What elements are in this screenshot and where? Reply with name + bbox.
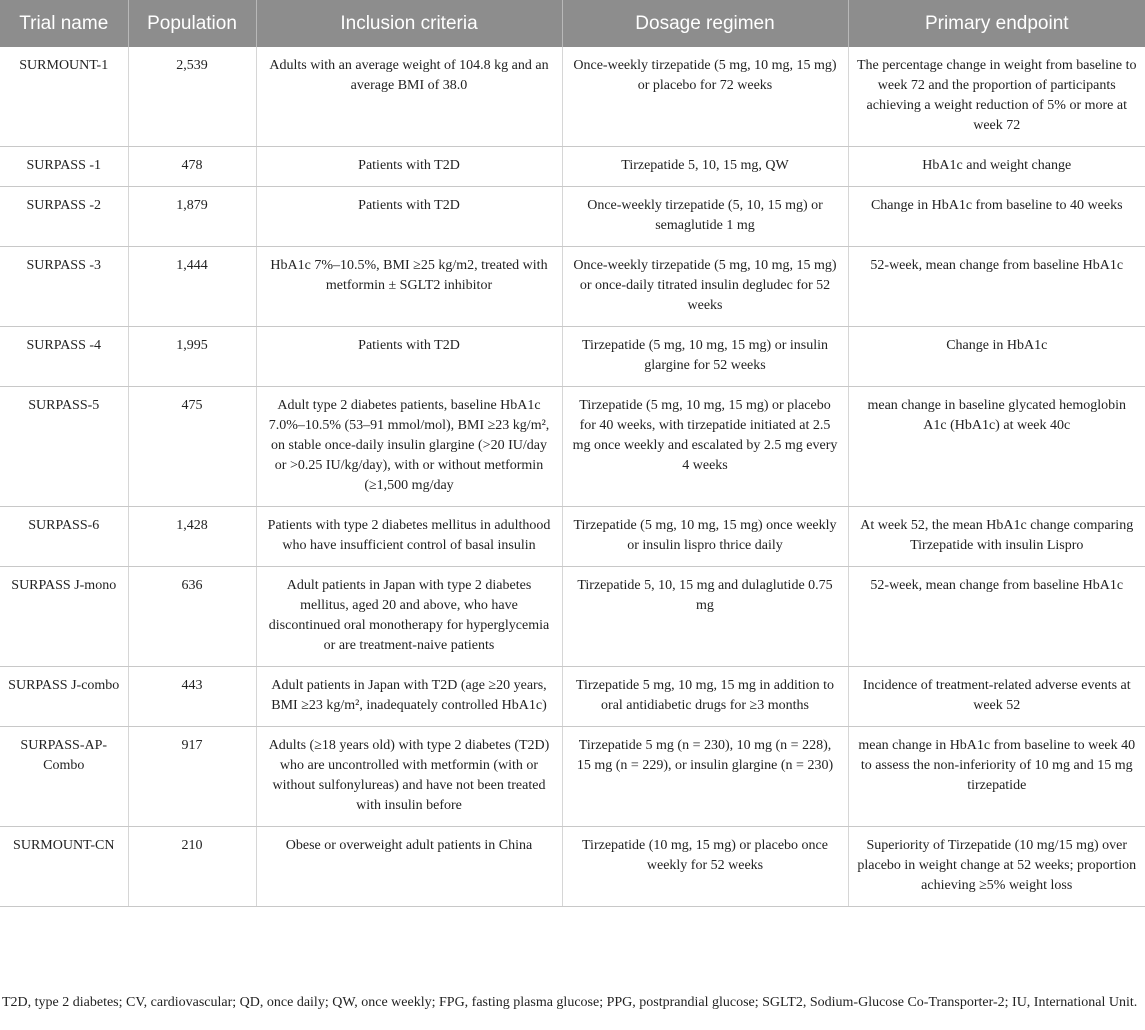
inclusion-criteria-cell: Patients with T2D (256, 187, 562, 247)
trial-name-cell: SURPASS -2 (0, 187, 128, 247)
primary-endpoint-cell: HbA1c and weight change (848, 147, 1145, 187)
population-cell: 1,995 (128, 327, 256, 387)
population-cell: 210 (128, 827, 256, 907)
population-cell: 2,539 (128, 47, 256, 147)
dosage-regimen-cell: Tirzepatide (5 mg, 10 mg, 15 mg) once weekly or insulin lispro thrice daily (562, 507, 848, 567)
table-row (0, 827, 1145, 907)
dosage-regimen-cell: Tirzepatide (5 mg, 10 mg, 15 mg) or placebo for 40 weeks, with tirzepatide initiated at 2.5 mg once weekly and escalated by 2.5 mg every 4 weeks (562, 387, 848, 507)
primary-endpoint-cell: Superiority of Tirzepatide (10 mg/15 mg) over placebo in weight change at 52 weeks; proportion achieving ≥5% weight loss (848, 827, 1145, 907)
table-row (0, 327, 1145, 387)
primary-endpoint-cell: Incidence of treatment-related adverse events at week 52 (848, 667, 1145, 727)
population-cell: 1,879 (128, 187, 256, 247)
dosage-regimen-cell: Once-weekly tirzepatide (5 mg, 10 mg, 15 mg) or placebo for 72 weeks (562, 47, 848, 147)
table-row (0, 567, 1145, 667)
population-cell: 443 (128, 667, 256, 727)
inclusion-criteria-cell: Adult type 2 diabetes patients, baseline HbA1c 7.0%–10.5% (53–91 mmol/mol), BMI ≥23 kg/m², on stable once-daily insulin glargine (>20 IU/day or >0.25 IU/kg/day), with or without metformin (≥1,500 mg/day (256, 387, 562, 507)
header-population: Population (128, 0, 256, 47)
dosage-regimen-cell: Tirzepatide 5, 10, 15 mg, QW (562, 147, 848, 187)
table-row (0, 47, 1145, 147)
trial-name-cell: SURPASS J-mono (0, 567, 128, 667)
table-body (0, 47, 1145, 907)
primary-endpoint-cell: The percentage change in weight from baseline to week 72 and the proportion of participants achieving a weight reduction of 5% or more at week 72 (848, 47, 1145, 147)
table-row (0, 507, 1145, 567)
table-row (0, 667, 1145, 727)
trial-name-cell: SURPASS -1 (0, 147, 128, 187)
trial-name-cell: SURPASS -3 (0, 247, 128, 327)
header-inclusion-criteria: Inclusion criteria (256, 0, 562, 47)
table-row (0, 387, 1145, 507)
table-footnote: T2D, type 2 diabetes; CV, cardiovascular; QD, once daily; QW, once weekly; FPG, fasting plasma glucose; PPG, postprandial glucose; SGLT2, Sodium-Glucose Co-Transporter-2; IU, International Unit. (2, 995, 1138, 1010)
primary-endpoint-cell: 52-week, mean change from baseline HbA1c (848, 567, 1145, 667)
header-trial-name: Trial name (0, 0, 128, 47)
dosage-regimen-cell: Once-weekly tirzepatide (5, 10, 15 mg) or semaglutide 1 mg (562, 187, 848, 247)
primary-endpoint-cell: At week 52, the mean HbA1c change comparing Tirzepatide with insulin Lispro (848, 507, 1145, 567)
dosage-regimen-cell: Tirzepatide 5, 10, 15 mg and dulaglutide 0.75 mg (562, 567, 848, 667)
primary-endpoint-cell: Change in HbA1c (848, 327, 1145, 387)
table-row (0, 187, 1145, 247)
header-primary-endpoint: Primary endpoint (848, 0, 1145, 47)
primary-endpoint-cell: mean change in baseline glycated hemoglobin A1c (HbA1c) at week 40c (848, 387, 1145, 507)
trial-name-cell: SURMOUNT-CN (0, 827, 128, 907)
trial-name-cell: SURPASS-AP-Combo (0, 727, 128, 827)
trial-name-cell: SURPASS J-combo (0, 667, 128, 727)
primary-endpoint-cell: 52-week, mean change from baseline HbA1c (848, 247, 1145, 327)
trial-name-cell: SURPASS-5 (0, 387, 128, 507)
inclusion-criteria-cell: Adult patients in Japan with T2D (age ≥20 years, BMI ≥23 kg/m², inadequately controlled HbA1c) (256, 667, 562, 727)
dosage-regimen-cell: Once-weekly tirzepatide (5 mg, 10 mg, 15 mg) or once-daily titrated insulin degludec for 52 weeks (562, 247, 848, 327)
trial-name-cell: SURPASS-6 (0, 507, 128, 567)
inclusion-criteria-cell: Adult patients in Japan with type 2 diabetes mellitus, aged 20 and above, who have discontinued oral monotherapy for hyperglycemia or are treatment-naive patients (256, 567, 562, 667)
population-cell: 1,444 (128, 247, 256, 327)
table-row (0, 727, 1145, 827)
dosage-regimen-cell: Tirzepatide (5 mg, 10 mg, 15 mg) or insulin glargine for 52 weeks (562, 327, 848, 387)
population-cell: 1,428 (128, 507, 256, 567)
dosage-regimen-cell: Tirzepatide 5 mg, 10 mg, 15 mg in addition to oral antidiabetic drugs for ≥3 months (562, 667, 848, 727)
inclusion-criteria-cell: Patients with type 2 diabetes mellitus in adulthood who have insufficient control of basal insulin (256, 507, 562, 567)
dosage-regimen-cell: Tirzepatide (10 mg, 15 mg) or placebo once weekly for 52 weeks (562, 827, 848, 907)
inclusion-criteria-cell: Patients with T2D (256, 327, 562, 387)
inclusion-criteria-cell: Patients with T2D (256, 147, 562, 187)
header-row (0, 0, 1145, 47)
table-header (0, 0, 1145, 47)
inclusion-criteria-cell: Adults (≥18 years old) with type 2 diabetes (T2D) who are uncontrolled with metformin (with or without sulfonylureas) and have not been treated with insulin before (256, 727, 562, 827)
inclusion-criteria-cell: HbA1c 7%–10.5%, BMI ≥25 kg/m2, treated with metformin ± SGLT2 inhibitor (256, 247, 562, 327)
population-cell: 478 (128, 147, 256, 187)
trial-name-cell: SURMOUNT-1 (0, 47, 128, 147)
population-cell: 636 (128, 567, 256, 667)
population-cell: 917 (128, 727, 256, 827)
table-row (0, 247, 1145, 327)
primary-endpoint-cell: mean change in HbA1c from baseline to week 40 to assess the non-inferiority of 10 mg and 15 mg tirzepatide (848, 727, 1145, 827)
inclusion-criteria-cell: Adults with an average weight of 104.8 kg and an average BMI of 38.0 (256, 47, 562, 147)
table-row (0, 147, 1145, 187)
primary-endpoint-cell: Change in HbA1c from baseline to 40 weeks (848, 187, 1145, 247)
header-dosage-regimen: Dosage regimen (562, 0, 848, 47)
population-cell: 475 (128, 387, 256, 507)
trial-name-cell: SURPASS -4 (0, 327, 128, 387)
dosage-regimen-cell: Tirzepatide 5 mg (n = 230), 10 mg (n = 228), 15 mg (n = 229), or insulin glargine (n = 230) (562, 727, 848, 827)
inclusion-criteria-cell: Obese or overweight adult patients in China (256, 827, 562, 907)
